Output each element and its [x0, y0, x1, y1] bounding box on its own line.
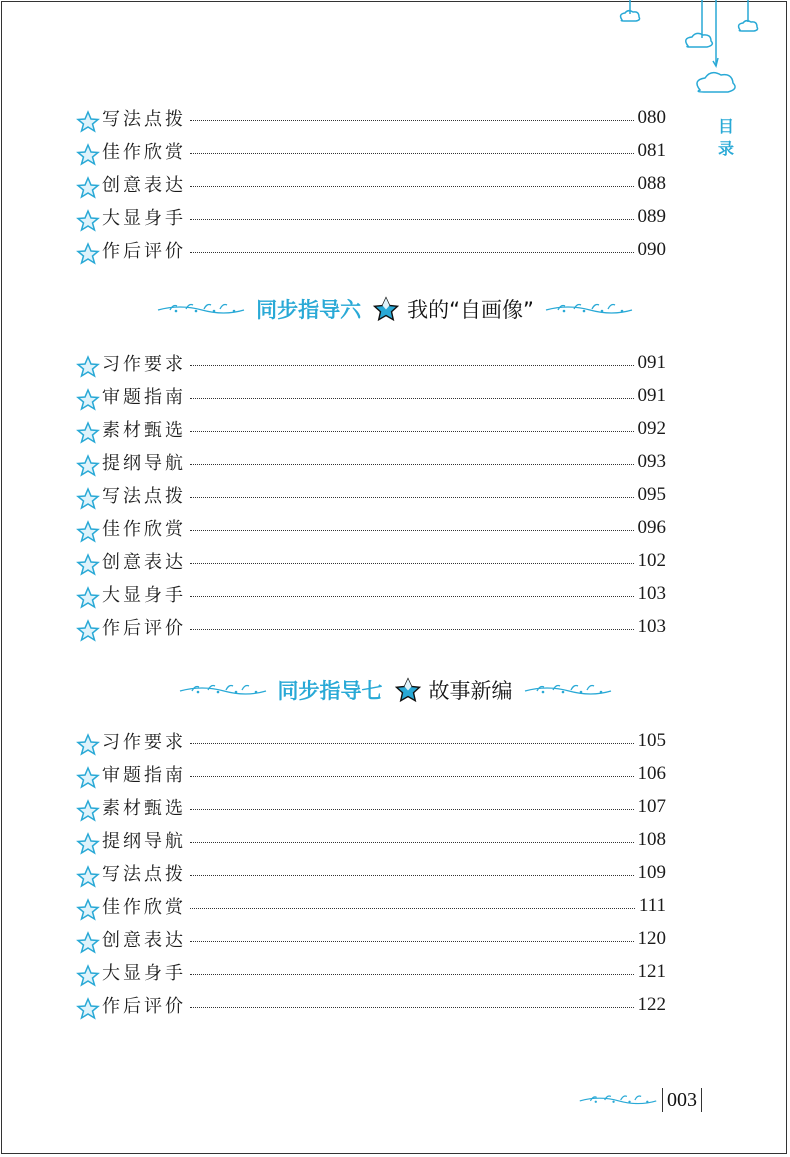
entry-page-number: 102	[637, 550, 666, 571]
star-icon	[76, 799, 100, 823]
entry-label: 提纲导航	[102, 831, 186, 852]
leader-dots	[190, 596, 634, 597]
section-title: 同步指导六	[256, 298, 362, 322]
star-icon	[76, 242, 100, 266]
entry-page-number: 091	[637, 385, 666, 406]
toc-entry[interactable]	[76, 381, 666, 411]
toc-entry[interactable]	[76, 447, 666, 477]
star-icon	[76, 733, 100, 757]
entry-label: 创意表达	[102, 552, 186, 573]
toc-entry[interactable]	[76, 957, 666, 987]
star-icon	[76, 388, 100, 412]
toc-entry[interactable]	[76, 169, 666, 199]
star-icon	[76, 553, 100, 577]
star-icon	[76, 898, 100, 922]
star-icon	[76, 520, 100, 544]
vine-ornament-left	[156, 302, 246, 316]
entry-page-number: 095	[637, 484, 666, 505]
toc-entry[interactable]	[76, 612, 666, 642]
star-icon	[76, 487, 100, 511]
section-header-7	[0, 670, 790, 710]
leader-dots	[190, 842, 634, 843]
entry-label: 习作要求	[102, 732, 186, 753]
toc-entry[interactable]	[76, 546, 666, 576]
star-icon	[76, 619, 100, 643]
entry-page-number: 081	[637, 140, 666, 161]
star-icon	[76, 766, 100, 790]
leader-dots	[190, 908, 635, 909]
entry-page-number: 080	[637, 107, 666, 128]
toc-entry[interactable]	[76, 513, 666, 543]
entry-label: 佳作欣赏	[102, 142, 186, 163]
entry-label: 大显身手	[102, 208, 186, 229]
leader-dots	[190, 941, 634, 942]
leader-dots	[190, 776, 634, 777]
toc-entry[interactable]	[76, 103, 666, 133]
toc-entry[interactable]	[76, 579, 666, 609]
vine-ornament-left	[178, 683, 268, 697]
entry-label: 作后评价	[102, 996, 186, 1017]
entry-label: 写法点拨	[102, 864, 186, 885]
3d-star-icon	[393, 676, 423, 704]
star-icon	[76, 832, 100, 856]
toc-entry[interactable]	[76, 990, 666, 1020]
footer-divider-left	[662, 1088, 663, 1112]
entry-label: 习作要求	[102, 354, 186, 375]
star-icon	[76, 355, 100, 379]
toc-entry[interactable]	[76, 891, 666, 921]
entry-page-number: 091	[637, 352, 666, 373]
side-tab-contents: 目录	[717, 117, 734, 158]
entry-label: 素材甄选	[102, 798, 186, 819]
toc-entry[interactable]	[76, 792, 666, 822]
leader-dots	[190, 219, 634, 220]
entry-page-number: 106	[637, 763, 666, 784]
entry-page-number: 092	[637, 418, 666, 439]
toc-entry[interactable]	[76, 924, 666, 954]
leader-dots	[190, 530, 634, 531]
entry-label: 作后评价	[102, 241, 186, 262]
star-icon	[76, 964, 100, 988]
vine-ornament-footer	[578, 1093, 658, 1107]
star-icon	[76, 209, 100, 233]
leader-dots	[190, 809, 634, 810]
footer-divider-right	[701, 1088, 702, 1112]
star-icon	[76, 997, 100, 1021]
entry-label: 写法点拨	[102, 486, 186, 507]
star-icon	[76, 586, 100, 610]
entry-page-number: 107	[637, 796, 666, 817]
entry-page-number: 090	[637, 239, 666, 260]
star-icon	[76, 110, 100, 134]
entry-page-number: 088	[637, 173, 666, 194]
star-icon	[76, 421, 100, 445]
vine-ornament-right	[523, 683, 613, 697]
entry-page-number: 121	[637, 961, 666, 982]
toc-entry[interactable]	[76, 136, 666, 166]
leader-dots	[190, 431, 634, 432]
leader-dots	[190, 743, 634, 744]
leader-dots	[190, 629, 634, 630]
section-header-6	[0, 289, 790, 329]
section-subtitle: 我的“自画像”	[407, 298, 534, 322]
leader-dots	[190, 252, 634, 253]
entry-page-number: 103	[637, 583, 666, 604]
toc-entry[interactable]	[76, 759, 666, 789]
entry-page-number: 089	[637, 206, 666, 227]
toc-entry[interactable]	[76, 414, 666, 444]
hanging-clouds-decoration	[600, 0, 790, 110]
entry-page-number: 108	[637, 829, 666, 850]
entry-page-number: 111	[638, 895, 666, 916]
entry-label: 写法点拨	[102, 109, 186, 130]
leader-dots	[190, 974, 634, 975]
leader-dots	[190, 120, 634, 121]
star-icon	[76, 454, 100, 478]
toc-entry[interactable]	[76, 202, 666, 232]
entry-label: 审题指南	[102, 765, 186, 786]
entry-label: 提纲导航	[102, 453, 186, 474]
leader-dots	[190, 186, 634, 187]
toc-entry[interactable]	[76, 480, 666, 510]
star-icon	[76, 143, 100, 167]
toc-entry[interactable]	[76, 235, 666, 265]
star-icon	[76, 931, 100, 955]
toc-entry[interactable]	[76, 825, 666, 855]
entry-label: 大显身手	[102, 585, 186, 606]
star-icon	[76, 176, 100, 200]
entry-label: 审题指南	[102, 387, 186, 408]
leader-dots	[190, 497, 634, 498]
toc-entry[interactable]	[76, 726, 666, 756]
entry-page-number: 120	[637, 928, 666, 949]
entry-label: 素材甄选	[102, 420, 186, 441]
entry-label: 大显身手	[102, 963, 186, 984]
section-title: 同步指导七	[277, 679, 383, 703]
toc-entry[interactable]	[76, 348, 666, 378]
leader-dots	[190, 365, 634, 366]
entry-page-number: 105	[637, 730, 666, 751]
section-subtitle: 故事新编	[428, 679, 513, 703]
entry-page-number: 103	[637, 616, 666, 637]
vine-ornament-right	[544, 302, 634, 316]
leader-dots	[190, 398, 634, 399]
entry-label: 作后评价	[102, 618, 186, 639]
leader-dots	[190, 1007, 634, 1008]
leader-dots	[190, 153, 634, 154]
leader-dots	[190, 464, 634, 465]
entry-label: 创意表达	[102, 175, 186, 196]
entry-label: 创意表达	[102, 930, 186, 951]
entry-page-number: 109	[637, 862, 666, 883]
entry-page-number: 093	[637, 451, 666, 472]
toc-entry[interactable]	[76, 858, 666, 888]
entry-page-number: 096	[637, 517, 666, 538]
star-icon	[76, 865, 100, 889]
leader-dots	[190, 563, 634, 564]
page-number: 003	[667, 1088, 697, 1111]
3d-star-icon	[371, 295, 401, 323]
leader-dots	[190, 875, 634, 876]
entry-page-number: 122	[637, 994, 666, 1015]
entry-label: 佳作欣赏	[102, 897, 186, 918]
page-footer	[578, 1084, 706, 1116]
entry-label: 佳作欣赏	[102, 519, 186, 540]
